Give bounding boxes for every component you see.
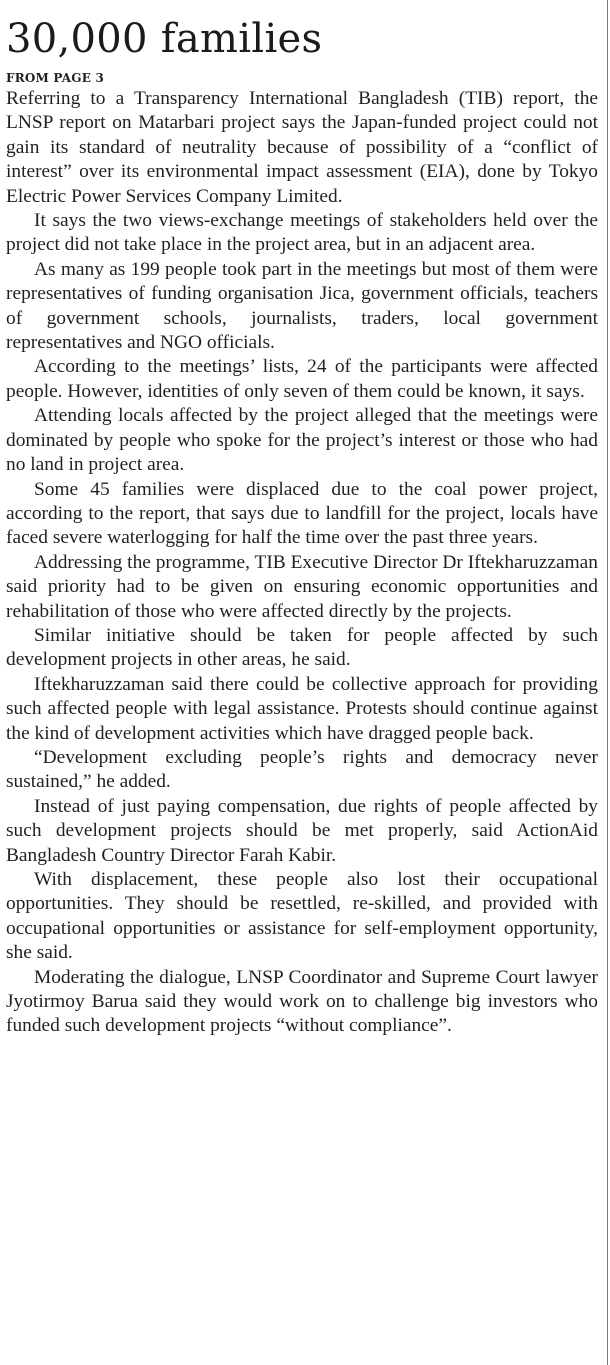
paragraph: According to the meetings’ lists, 24 of the participants were affected people. However, identities of only seven of them could be known, it says. (6, 356, 598, 402)
jump-line: FROM PAGE 3 (6, 71, 104, 85)
paragraph: Iftekharuzzaman said there could be collective approach for providing such affected people with legal assistance. Protests should continue against the kind of development activities which have dragged people back. (6, 673, 598, 744)
paragraph: “Development excluding people’s rights and democracy never sustained,” he added. (6, 746, 598, 793)
paragraph: With displacement, these people also lost their occupational opportunities. They should be resettled, re-skilled, and provided with occupational opportunities or assistance for self-employment opportunity, she said. (6, 869, 598, 964)
paragraph: It says the two views-exchange meetings of stakeholders held over the project did not take place in the project area, but in an adjacent area. (6, 210, 598, 256)
paragraph: Instead of just paying compensation, due rights of people affected by such development projects should be met properly, said ActionAid Bangladesh Country Director Farah Kabir. (6, 795, 598, 866)
paragraph: Addressing the programme, TIB Executive Director Dr Iftekharuzzaman said priority had to be given on ensuring economic opportunities and rehabilitation of those who were affected directly by the projects. (6, 551, 598, 622)
paragraph: As many as 199 people took part in the meetings but most of them were representatives of funding organisation Jica, government officials, teachers of government schools, journalists, traders, local government representatives and NGO officials. (6, 258, 598, 354)
headline: 30,000 families (6, 16, 323, 62)
paragraph: Attending locals affected by the project alleged that the meetings were dominated by people who spoke for the project’s interest or those who had no land in project area. (6, 405, 598, 476)
paragraph: Some 45 families were displaced due to the coal power project, according to the report, that says due to landfill for the project, locals have faced severe waterlogging for half the time over the past three years. (6, 478, 598, 549)
article-body (6, 87, 598, 1039)
paragraph: Moderating the dialogue, LNSP Coordinator and Supreme Court lawyer Jyotirmoy Barua said they would work on to challenge big investors who funded such development projects “without compliance”. (6, 966, 598, 1037)
paragraph: Referring to a Transparency International Bangladesh (TIB) report, the LNSP report on Matarbari project says the Japan-funded project could not gain its standard of neutrality because of possibility of a “conflict of interest” over its environmental impact assessment (EIA), done by Tokyo Electric Power Services Company Limited. (6, 88, 598, 207)
column-rule (607, 0, 608, 1365)
paragraph: Similar initiative should be taken for people affected by such development projects in other areas, he said. (6, 624, 598, 671)
